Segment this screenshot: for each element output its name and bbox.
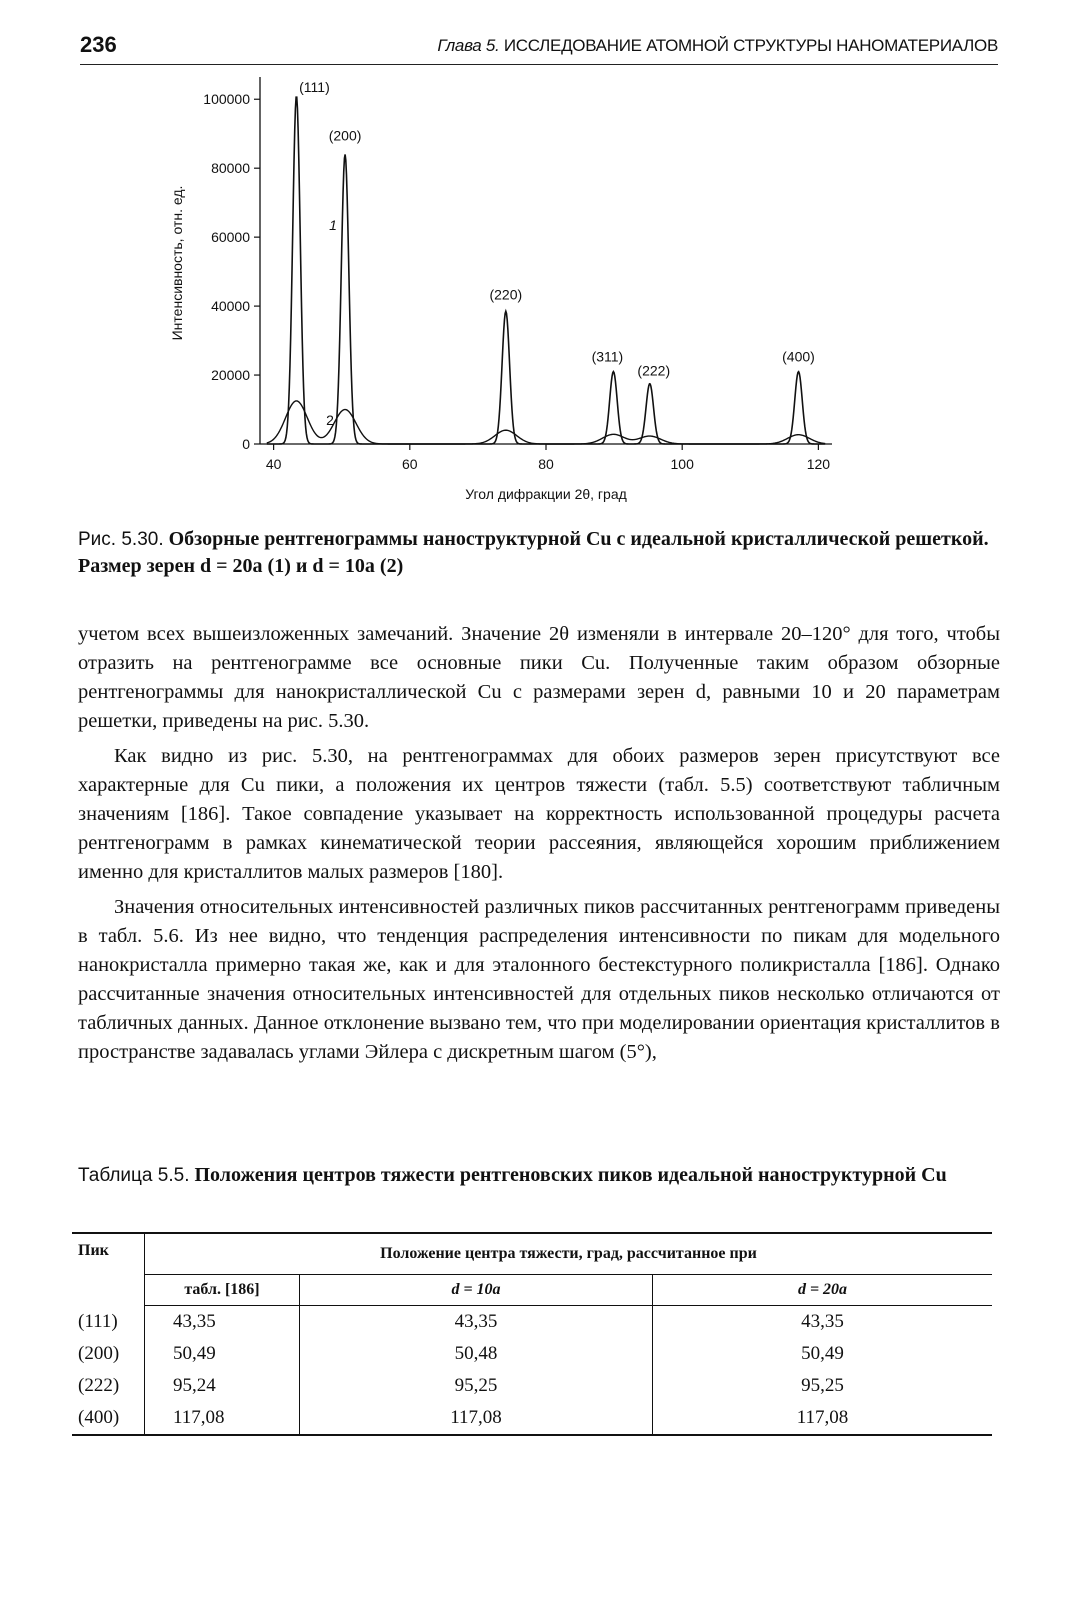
y-tick-label: 80000 bbox=[211, 160, 250, 177]
cell-tab: 50,49 bbox=[145, 1338, 300, 1370]
cell-d10: 95,25 bbox=[300, 1370, 653, 1402]
x-tick-label: 80 bbox=[538, 456, 554, 472]
table-number: Таблица 5.5. bbox=[78, 1165, 190, 1186]
peak-label: (200) bbox=[328, 127, 362, 144]
peak-positions-table bbox=[72, 1232, 992, 1436]
x-tick-label: 100 bbox=[670, 456, 694, 472]
cell-tab: 117,08 bbox=[145, 1402, 300, 1435]
cell-d10: 43,35 bbox=[300, 1306, 653, 1339]
header-d20: d = 20a bbox=[653, 1275, 993, 1306]
series-2-curve bbox=[267, 401, 825, 444]
labels-group bbox=[299, 79, 815, 428]
y-axis-label: Интенсивность, отн. ед. bbox=[169, 185, 185, 341]
page-number: 236 bbox=[80, 32, 117, 57]
xrd-chart bbox=[160, 72, 860, 512]
table-row bbox=[72, 1306, 992, 1339]
table-caption bbox=[78, 1162, 978, 1189]
cell-d20: 117,08 bbox=[653, 1402, 993, 1435]
y-tick-label: 100000 bbox=[203, 91, 250, 108]
curves-group bbox=[267, 97, 825, 444]
header-peak: Пик bbox=[72, 1233, 145, 1306]
cell-d10: 50,48 bbox=[300, 1338, 653, 1370]
cell-d20: 95,25 bbox=[801, 1375, 844, 1396]
cell-tab: 95,24 bbox=[145, 1370, 300, 1402]
x-tick-label: 40 bbox=[265, 456, 282, 472]
paragraph: учетом всех вышеизложенных замечаний. Значение 2θ изменяли в интервале 20–120° для того, чтобы отразить на рентгенограмме все основные пики Cu. Полученные таким образом обзорные рентгенограммы для нанокристаллической Cu с размерами зерен d, равными 10 и 20 параметрам решетки, приведены на рис. 5.30. bbox=[78, 623, 1000, 732]
series-1-marker: 1 bbox=[329, 217, 337, 234]
x-axis-label: Угол дифракции 2θ, град bbox=[465, 486, 627, 502]
cell-peak: (222) bbox=[72, 1370, 145, 1402]
cell-tab: 43,35 bbox=[145, 1306, 300, 1339]
running-head bbox=[437, 36, 998, 56]
series-2-marker: 2 bbox=[326, 412, 334, 429]
chapter-title: ИССЛЕДОВАНИЕ АТОМНОЙ СТРУКТУРЫ НАНОМАТЕРИАЛОВ bbox=[503, 36, 998, 55]
y-tick-label: 40000 bbox=[211, 298, 250, 315]
table-row bbox=[72, 1402, 992, 1435]
paragraph: Значения относительных интенсивностей различных пиков рассчитанных рентгенограмм приведены в табл. 5.6. Из нее видно, что тенденция распределения интенсивности по пикам для модельного нанокристалла примерно такая же, как и для эталонного бестекстурного поликристалла [186]. Однако рассчитанные значения относительных интенсивностей для отдельных пиков несколько отличаются от табличных данных. Данное отклонение вызвано тем, что при моделировании ориентация кристаллитов в пространстве задавалась углами Эйлера с дискретным шагом (5°), bbox=[78, 896, 1000, 1063]
cell-d20: 43,35 bbox=[801, 1311, 844, 1332]
running-header bbox=[80, 30, 998, 65]
figure-caption bbox=[78, 526, 1000, 579]
x-tick-label: 120 bbox=[806, 456, 831, 472]
peak-label: (400) bbox=[782, 348, 815, 365]
cell-d10: 117,08 bbox=[300, 1402, 653, 1435]
y-tick-label: 20000 bbox=[211, 367, 250, 384]
peak-label: (220) bbox=[489, 286, 523, 303]
y-tick-label: 0 bbox=[242, 436, 250, 452]
x-tick-label: 60 bbox=[402, 456, 418, 472]
peak-label: (222) bbox=[637, 362, 671, 379]
header-group: Положение центра тяжести, град, рассчитанное при bbox=[145, 1233, 993, 1275]
table-row bbox=[72, 1338, 992, 1370]
body-text bbox=[78, 620, 1000, 1073]
y-tick-label: 60000 bbox=[211, 229, 250, 246]
peak-label: (111) bbox=[299, 78, 330, 95]
figure-caption-text: Обзорные рентгенограммы наноструктурной Cu с идеальной кристаллической решеткой. Размер зерен d = 20a (1) и d = 10a (2) bbox=[78, 528, 989, 577]
paragraph: Как видно из рис. 5.30, на рентгенограммах для обоих размеров зерен присутствуют все характерные для Cu пики, а положения их центров тяжести (табл. 5.5) соответствуют табличным значениям [186]. Такое совпадение указывает на корректность использованной процедуры расчета рентгенограмм в рамках кинематической теории рассеяния, являющейся хорошим приближением именно для кристаллитов малых размеров [180]. bbox=[78, 745, 1000, 883]
cell-peak: (111) bbox=[72, 1306, 145, 1339]
header-d10: d = 10a bbox=[300, 1275, 653, 1306]
table-row bbox=[72, 1370, 992, 1402]
cell-peak: (400) bbox=[72, 1402, 145, 1435]
figure-number: Рис. 5.30. bbox=[78, 529, 164, 550]
cell-d20: 50,49 bbox=[801, 1343, 844, 1364]
series-1-curve bbox=[267, 97, 825, 444]
table-title: Положения центров тяжести рентгеновских пиков идеальной наноструктурной Cu bbox=[194, 1164, 947, 1186]
header-tab: табл. [186] bbox=[145, 1275, 300, 1306]
peak-label: (311) bbox=[591, 348, 624, 365]
cell-peak: (200) bbox=[72, 1338, 145, 1370]
chapter-label: Глава 5. bbox=[437, 36, 500, 55]
